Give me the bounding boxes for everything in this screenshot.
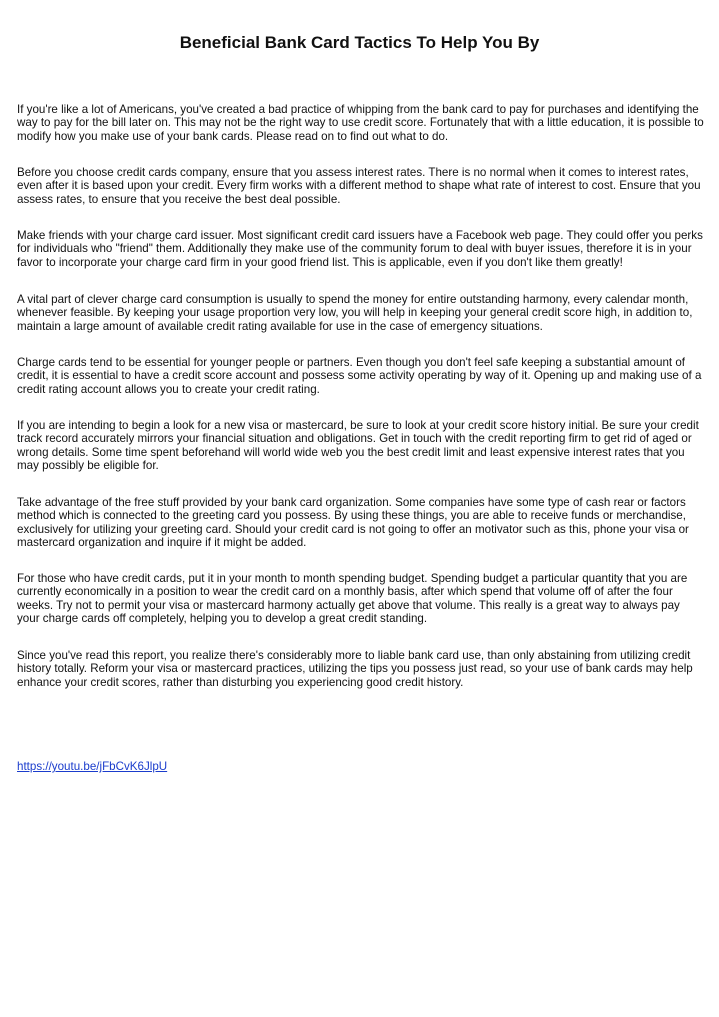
paragraph-intro: If you're like a lot of Americans, you've created a bad practice of whipping from the bank card to pay for purchases and identifying the way to pay for the bill later on. This may not be the right way to use credit score. Fortunately that with a little education, it is possible to modify how you make use of your bank cards. Please read on to find out what to do. [17, 103, 704, 143]
paragraph-card-issuer: Make friends with your charge card issuer. Most significant credit card issuers have a Facebook web page. They could offer you perks for individuals who "friend" them. Additionally they make use of the community forum to deal with buyer issues, therefore it is in your favor to incorporate your charge card firm in your good friend list. This is applicable, even if you don't like them greatly! [17, 229, 703, 269]
paragraph-younger-people: Charge cards tend to be essential for younger people or partners. Even though you don't feel safe keeping a substantial amount of credit, it is essential to have a credit score account and possess some activity operating by way of it. Opening up and making use of a credit rating account allows you to create your credit rating. [17, 356, 702, 396]
paragraph-credit-history: If you are intending to begin a look for a new visa or mastercard, be sure to look at your credit score history initial. Be sure your credit track record accurately mirrors your financial situation and obligations. Get in touch with the credit reporting firm to get rid of aged or wrong details. Some time spent beforehand will world wide web you the best credit limit and least expensive interest rates that you may possibly be eligible for. [17, 419, 699, 473]
paragraph-interest-rates: Before you choose credit cards company, ensure that you assess interest rates. There is no normal when it comes to interest rates, even after it is based upon your credit. Every firm works with a different method to shape what rate of interest to cost. Ensure that you assess rates, to ensure that you receive the best deal possible. [17, 166, 701, 206]
paragraph-spending-budget: For those who have credit cards, put it in your month to month spending budget. Spending budget a particular quantity that you are currently economically in a position to wear the credit card on a monthly basis, after which spend that volume off of after the four weeks. Try not to permit your visa or mastercard harmony actually get above that volume. This really is a great way to always pay your charge cards off completely, helping you to develop a great credit standing. [17, 572, 688, 626]
document-title: Beneficial Bank Card Tactics To Help You By [179, 33, 540, 52]
paragraph-free-stuff: Take advantage of the free stuff provided by your bank card organization. Some companies have some type of cash rear or factors method which is connected to the greeting card you possess. By using these things, you are able to receive funds or merchandise, exclusively for utilizing your greeting card. Should your credit card is not going to offer an motivator such as this, phone your visa or mastercard organization and inquire if it might be added. [17, 496, 689, 550]
paragraph-usage-proportion: A vital part of clever charge card consumption is usually to spend the money for entire outstanding harmony, every calendar month, whenever feasible. By keeping your usage proportion very low, you will help in keeping your general credit score high, in addition to, maintain a large amount of available credit rating available for use in the case of emergency situations. [17, 293, 693, 333]
video-link[interactable]: https://youtu.be/jFbCvK6JlpU [17, 760, 168, 773]
paragraph-conclusion: Since you've read this report, you realize there's considerably more to liable bank card use, than only abstaining from utilizing credit history totally. Reform your visa or mastercard practices, utilizing the tips you possess just read, so your use of bank cards may help enhance your credit scores, rather than disturbing you experiencing good credit history. [17, 649, 693, 689]
